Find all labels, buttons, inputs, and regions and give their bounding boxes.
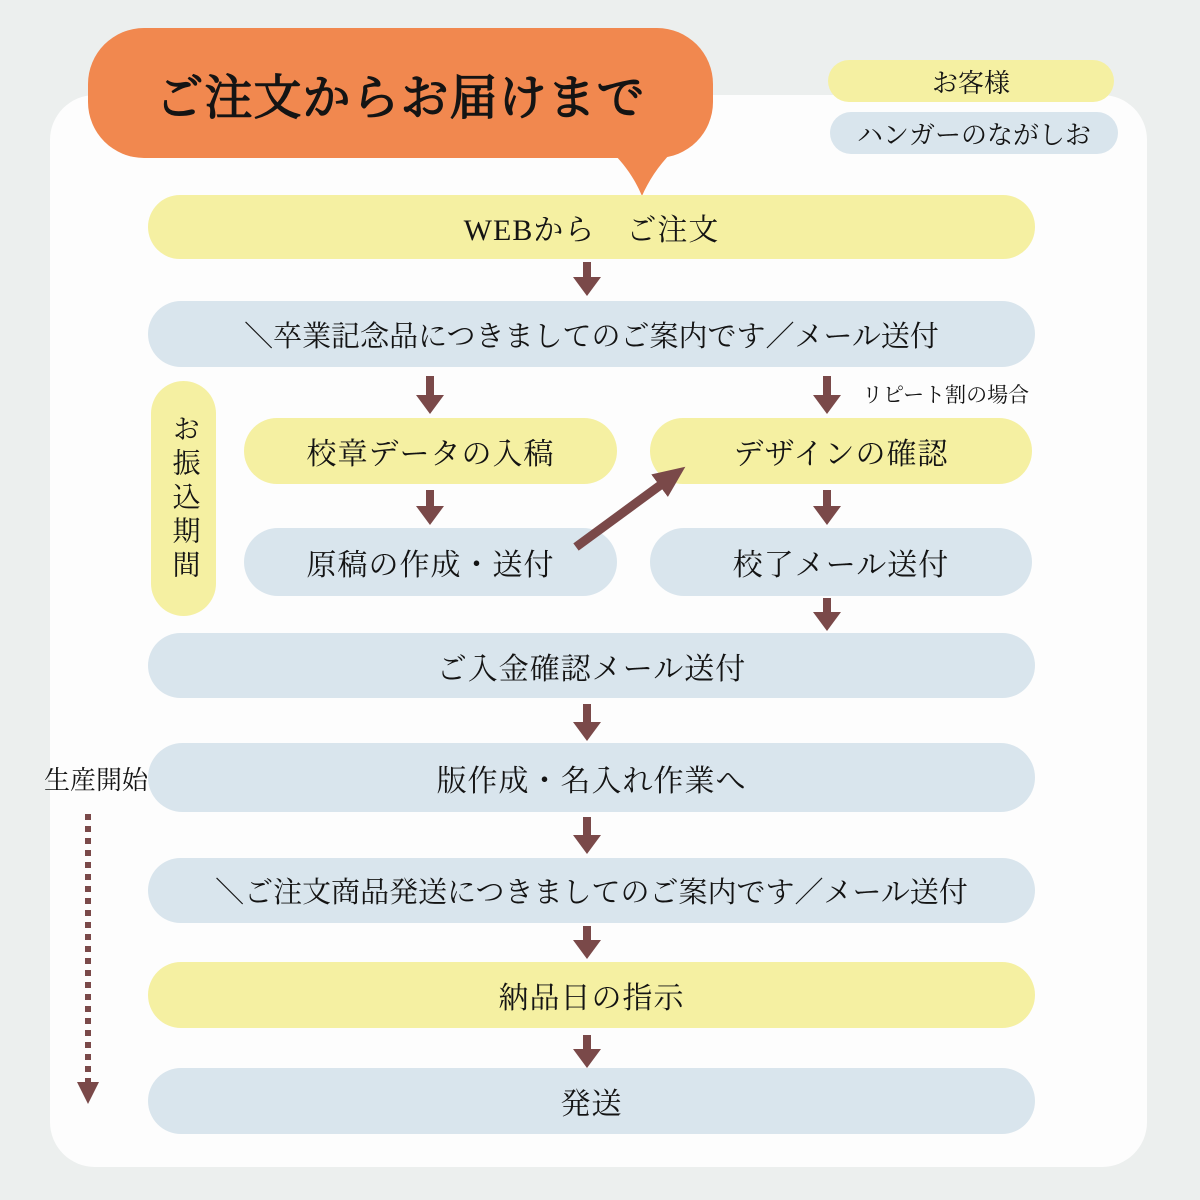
arrow-down-icon (416, 490, 444, 525)
payment-period-label-pill (151, 381, 216, 616)
step-payment-confirm-mail-label: ご入金確認メール送付 (436, 652, 747, 686)
step-grad-mail (148, 301, 1035, 367)
step-proof-done-mail-label: 校了メール送付 (732, 549, 950, 582)
step-shipping (148, 1068, 1035, 1134)
legend-customer-label: お客様 (931, 68, 1010, 98)
arrow-down-icon (416, 376, 444, 414)
arrow-diagonal-icon (560, 455, 700, 560)
step-grad-mail-label: ＼卒業記念品につきましてのご案内です／メール送付 (244, 320, 939, 353)
arrow-down-icon (813, 598, 841, 631)
step-draft-create-label: 原稿の作成・送付 (306, 549, 555, 582)
arrow-down-icon (573, 1035, 601, 1068)
step-web-order-label: WEBから ご注文 (463, 214, 720, 247)
production-dotted-arrowhead-icon (77, 1082, 99, 1104)
legend-company-pill (830, 112, 1118, 154)
step-web-order (148, 195, 1035, 259)
step-plate-naming (148, 743, 1035, 812)
step-design-check-label: デザインの確認 (733, 438, 949, 471)
payment-period-label: お振込期間 (168, 413, 200, 584)
repeat-discount-note: リピート割の場合 (862, 383, 1030, 407)
production-dotted-line (85, 814, 91, 1082)
step-proof-done-mail (650, 528, 1032, 596)
arrow-down-icon (573, 704, 601, 741)
step-ship-notice-mail (148, 858, 1035, 923)
step-emblem-submit-label: 校章データの入稿 (306, 438, 555, 471)
arrow-down-icon (813, 490, 841, 525)
arrow-down-icon (573, 926, 601, 959)
step-payment-confirm-mail (148, 633, 1035, 698)
production-start-label: 生産開始 (44, 766, 149, 795)
page-title: ご注文からお届けまで (155, 71, 646, 125)
arrow-down-icon (573, 262, 601, 296)
arrow-down-icon (813, 376, 841, 414)
step-delivery-date-label: 納品日の指示 (498, 982, 685, 1015)
legend-company-label: ハンガーのながしお (856, 120, 1091, 150)
step-design-check (650, 418, 1032, 484)
title-bubble (88, 28, 713, 158)
arrow-down-icon (573, 817, 601, 854)
step-shipping-label: 発送 (560, 1088, 623, 1121)
step-delivery-date (148, 962, 1035, 1028)
bubble-tail-icon (608, 152, 676, 198)
step-ship-notice-mail-label: ＼ご注文商品発送につきましてのご案内です／メール送付 (215, 877, 968, 909)
step-plate-naming-label: 版作成・名入れ作業へ (436, 764, 747, 798)
legend-customer-pill (828, 60, 1114, 102)
